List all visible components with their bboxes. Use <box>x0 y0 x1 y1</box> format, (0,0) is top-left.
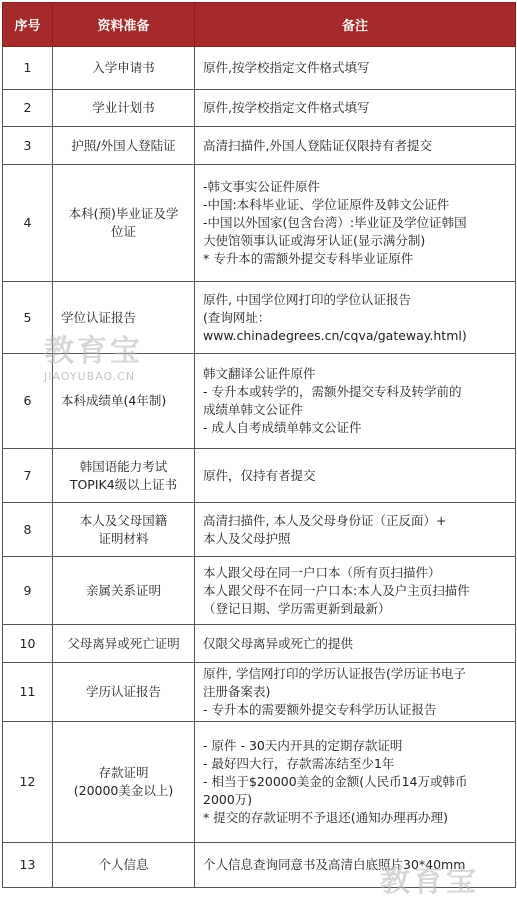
note-cell <box>195 557 516 625</box>
note-cell <box>195 90 516 127</box>
header-number: 序号 <box>3 3 53 47</box>
row-number: 1 <box>3 47 53 90</box>
document-name <box>53 663 195 722</box>
table-row <box>3 503 516 557</box>
row-number: 3 <box>3 127 53 165</box>
table-row <box>3 282 516 354</box>
document-name <box>53 90 195 127</box>
document-name <box>53 557 195 625</box>
table-row <box>3 557 516 625</box>
table-row <box>3 663 516 722</box>
note-cell <box>195 722 516 843</box>
note-line: - 成人自考成绩单韩文公证件 <box>203 420 362 435</box>
note-line: 高清扫描件,外国人登陆证仅限持有者提交 <box>203 137 432 153</box>
table-body <box>3 47 516 888</box>
table-header-row <box>3 3 516 47</box>
document-name-line: TOPIK4级以上证书 <box>69 476 178 492</box>
document-name-line: 学业计划书 <box>92 100 155 115</box>
note-cell <box>195 282 516 354</box>
document-name-line: 亲属关系证明 <box>85 582 161 598</box>
document-name-line: 学位认证报告 <box>61 309 137 325</box>
document-name-line: 本人及父母国籍 <box>79 512 168 528</box>
document-name <box>53 282 195 354</box>
table-row <box>3 625 516 663</box>
note-line: - 专升本的需要额外提交专科学历认证报告 <box>203 702 437 717</box>
note-line: 注册备案表) <box>203 684 271 699</box>
note-cell <box>195 165 516 282</box>
note-cell <box>195 127 516 165</box>
table-row <box>3 127 516 165</box>
document-name-line: 个人信息 <box>98 857 149 872</box>
document-name-line: 证明材料 <box>98 530 149 546</box>
table-row <box>3 47 516 90</box>
row-number: 11 <box>3 663 53 722</box>
document-name-line: 入学申请书 <box>92 60 155 75</box>
note-line: www.chinadegrees.cn/cqva/gateway.html) <box>203 327 467 343</box>
note-line: - 最好四大行，存款需冻结至少1年 <box>203 756 395 771</box>
note-cell <box>195 47 516 90</box>
row-number: 6 <box>3 354 53 449</box>
document-name-line: (20000美金以上) <box>73 783 174 798</box>
table-row <box>3 165 516 282</box>
row-number: 4 <box>3 165 53 282</box>
note-line: 原件, 中国学位网打印的学位认证报告 <box>203 291 411 307</box>
row-number: 2 <box>3 90 53 127</box>
row-number: 8 <box>3 503 53 557</box>
document-name <box>53 47 195 90</box>
document-name-line: 学历认证报告 <box>85 684 161 699</box>
note-line: 本人跟父母不在同一户口本:本人及户主页扫描件 <box>203 582 470 598</box>
note-line: - 相当于$20000美金的金额(人民币14万或韩币 <box>203 774 468 789</box>
document-name <box>53 843 195 888</box>
row-number: 7 <box>3 449 53 503</box>
document-name <box>53 165 195 282</box>
note-line: (查询网址： <box>203 309 271 325</box>
note-line: 原件，仅持有者提交 <box>203 467 316 483</box>
note-line: - 专升本或转学的，需额外提交专科及转学前的 <box>203 384 462 399</box>
table-row <box>3 449 516 503</box>
note-line: 韩文翻译公证件原件 <box>203 366 316 381</box>
document-name-line: 护照/外国人登陆证 <box>71 137 176 153</box>
document-name-line: 本科成绩单(4年制) <box>61 393 167 408</box>
document-name-line: 位证 <box>110 224 136 239</box>
table-row <box>3 722 516 843</box>
note-line: 本人及父母护照 <box>203 530 291 546</box>
note-line: 本人跟父母在同一户口本（所有页扫描件） <box>203 564 441 580</box>
note-line: -中国:本科毕业证、学位证原件及韩文公证件 <box>203 197 450 212</box>
document-name-line: 存款证明 <box>98 765 149 780</box>
document-name <box>53 127 195 165</box>
row-number: 5 <box>3 282 53 354</box>
document-name <box>53 722 195 843</box>
note-line: - 原件 - 30天内开具的定期存款证明 <box>203 738 403 753</box>
document-name-line: 韩国语能力考试 <box>79 458 168 474</box>
note-cell <box>195 449 516 503</box>
note-line: 原件, 学信网打印的学历认证报告(学历证书电子 <box>203 666 466 681</box>
document-name <box>53 503 195 557</box>
note-cell <box>195 663 516 722</box>
table-row <box>3 90 516 127</box>
note-line: 个人信息查询同意书及高清白底照片30*40mm <box>203 857 466 872</box>
row-number: 13 <box>3 843 53 888</box>
note-line: * 提交的存款证明不予退还(通知办理再办理) <box>203 810 448 825</box>
document-name <box>53 625 195 663</box>
documents-table <box>2 2 516 888</box>
note-line: 成绩单韩文公证件 <box>203 402 304 417</box>
header-documents: 资料准备 <box>53 3 195 47</box>
document-name-line: 父母离异或死亡证明 <box>67 635 180 651</box>
document-name <box>53 449 195 503</box>
row-number: 9 <box>3 557 53 625</box>
document-name <box>53 354 195 449</box>
note-cell <box>195 625 516 663</box>
note-cell <box>195 503 516 557</box>
row-number: 12 <box>3 722 53 843</box>
note-line: 大使馆领事认证或海牙认证(显示满分制) <box>203 233 426 248</box>
note-line: 2000万) <box>203 792 253 807</box>
note-line: （登记日期、学历需更新到最新） <box>203 600 391 616</box>
note-cell <box>195 843 516 888</box>
table-row <box>3 843 516 888</box>
note-line: 原件,按学校指定文件格式填写 <box>203 100 370 115</box>
note-line: -韩文事实公证件原件 <box>203 179 321 194</box>
watermark-logo: 教育宝 JIAOYUBAO.CN <box>44 334 143 383</box>
header-notes: 备注 <box>195 3 516 47</box>
note-cell <box>195 354 516 449</box>
note-line: 仅限父母离异或死亡的提供 <box>203 635 354 651</box>
document-name-line: 本科(预)毕业证及学 <box>68 206 179 221</box>
note-line: 高清扫描件, 本人及父母身份证（正反面）+ <box>203 512 447 528</box>
row-number: 10 <box>3 625 53 663</box>
note-line: * 专升本的需额外提交专科毕业证原件 <box>203 251 414 266</box>
note-line: -中国以外国家(包含台湾）:毕业证及学位证韩国 <box>203 215 467 230</box>
note-line: 原件,按学校指定文件格式填写 <box>203 60 370 75</box>
watermark-logo-bottom: 教育宝 <box>380 864 479 899</box>
table-row <box>3 354 516 449</box>
